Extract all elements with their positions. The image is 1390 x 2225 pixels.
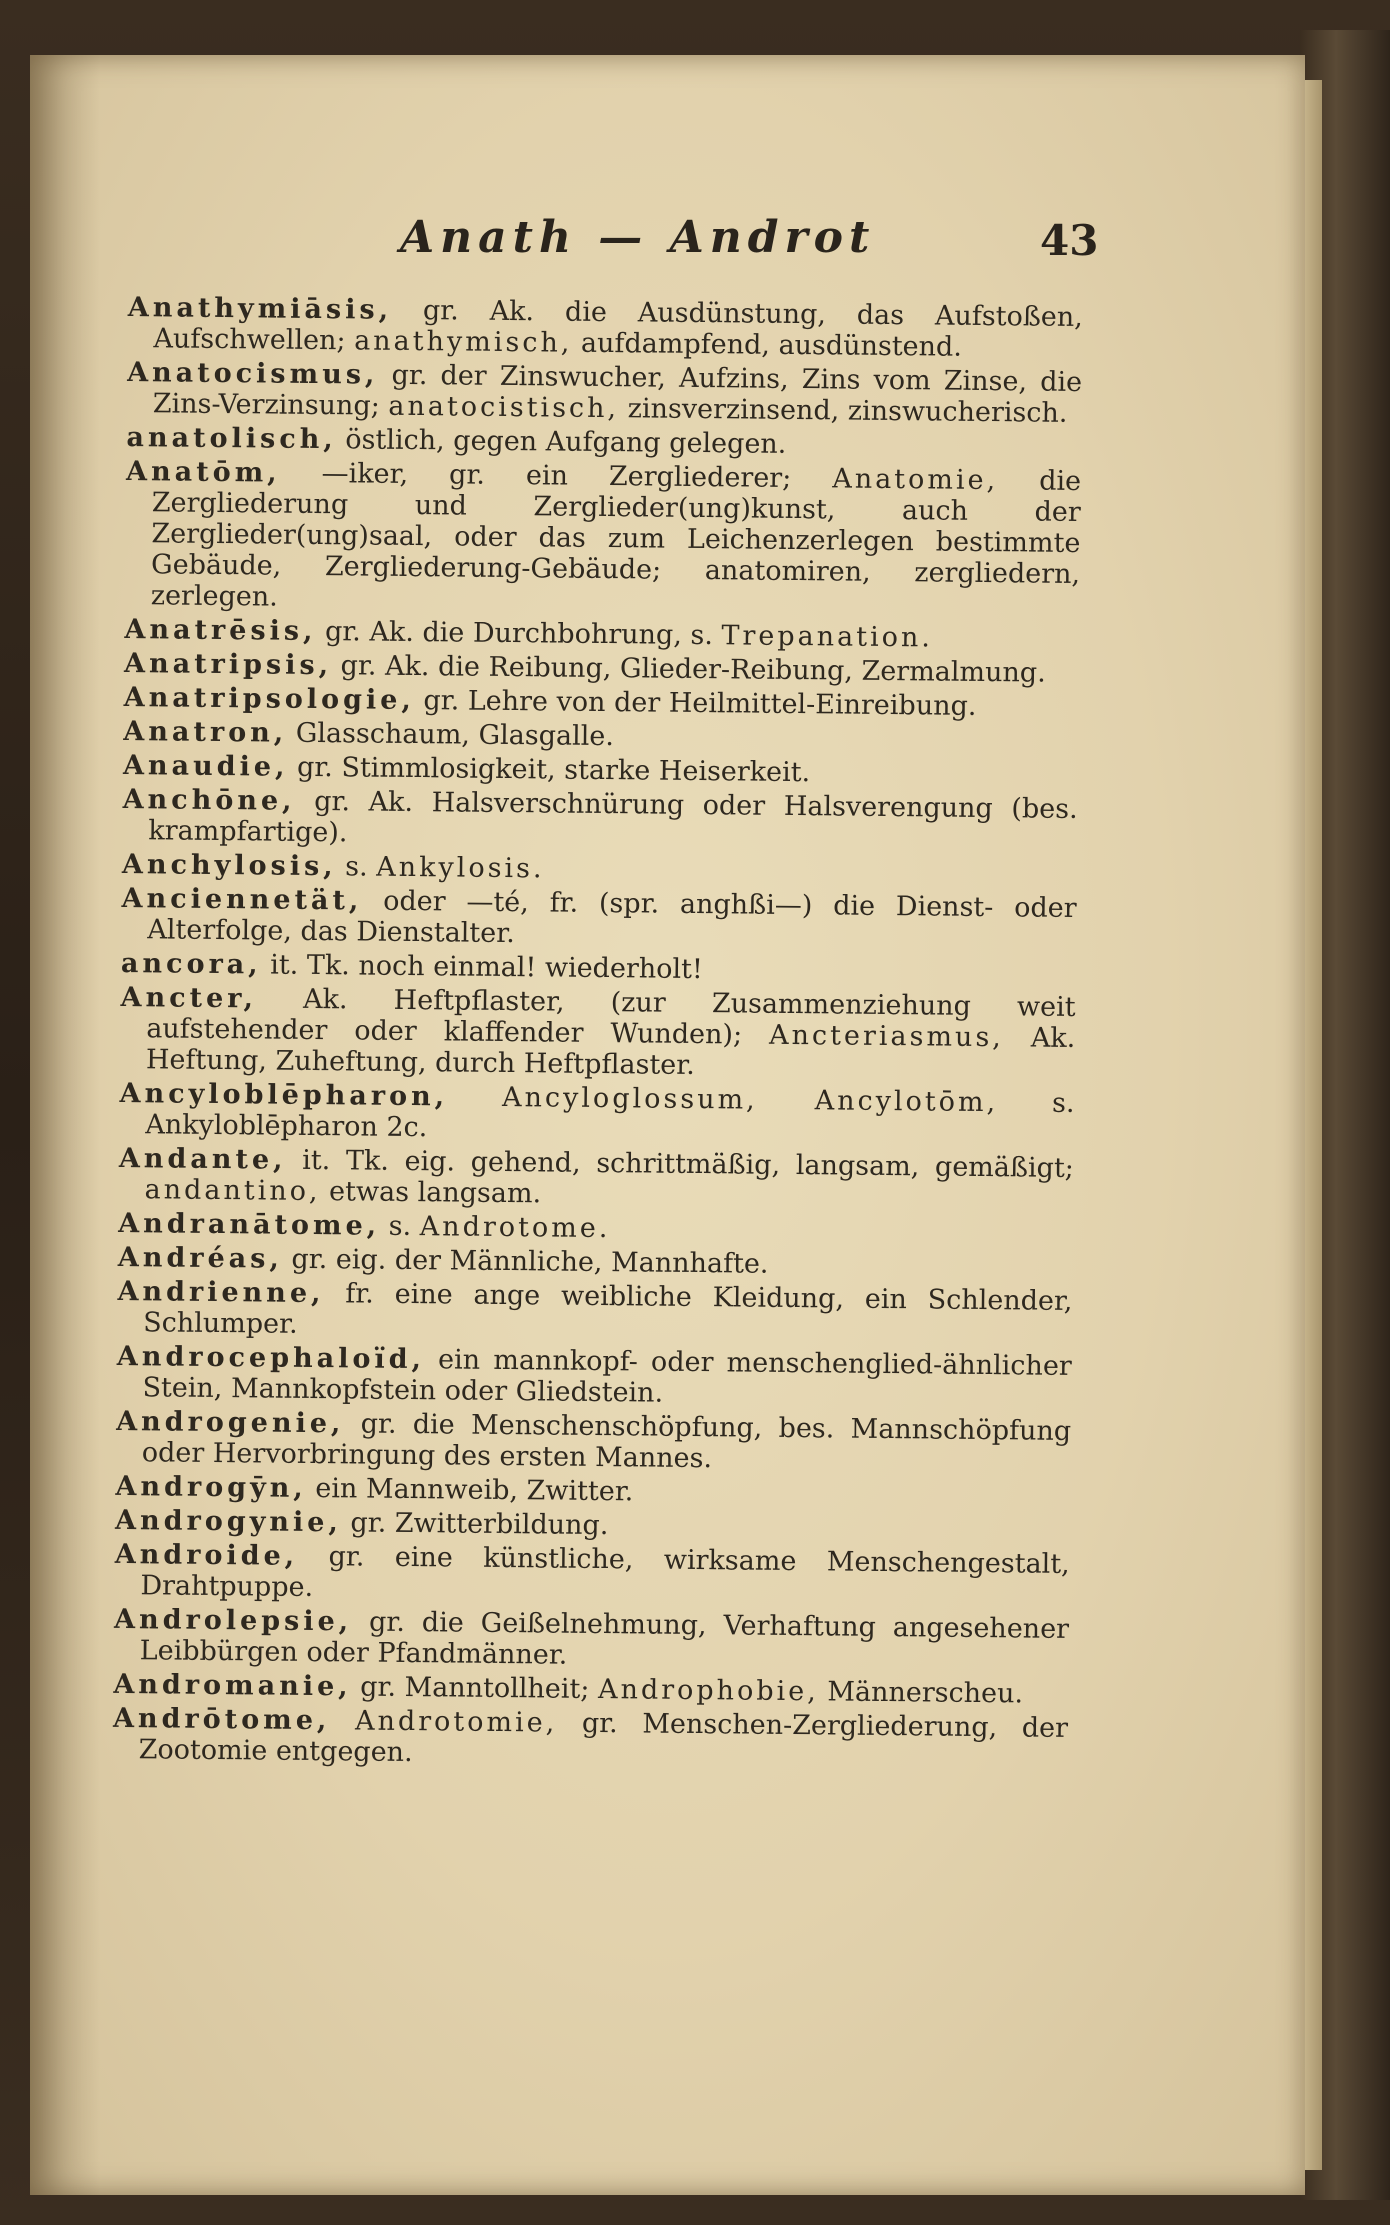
page-header bbox=[400, 212, 1100, 272]
dictionary-entry bbox=[122, 784, 1078, 856]
entry-headword: Andrōtome, bbox=[112, 1702, 331, 1737]
dictionary-entry bbox=[120, 982, 1076, 1085]
entry-text: gr. eig. der Männliche, Mannhafte. bbox=[282, 1243, 769, 1280]
entry-headword: Anciennetät, bbox=[121, 882, 363, 917]
running-head: Anath — Androt bbox=[400, 212, 876, 263]
entry-derived-term: Ancyloglossum, Ancylotōm, bbox=[501, 1081, 999, 1119]
entry-headword: Anatōm, bbox=[125, 455, 281, 489]
entry-text: it. Tk. eig. gehend, schrittmäßig, langsam, gemäßigt; bbox=[286, 1144, 1075, 1184]
entry-text: gr. Stimmlosigkeit, starke Heiserkeit. bbox=[288, 751, 811, 789]
entry-headword: Androcephaloïd, bbox=[116, 1340, 426, 1376]
entry-text-continued: Männerscheu. bbox=[818, 1676, 1024, 1710]
entry-text: gr. die Menschenschöpfung, bes. Mannschöpfung oder Hervorbringung des ersten Mannes. bbox=[141, 1408, 1072, 1475]
entry-text: Ak. Heftpflaster, (zur Zusammenziehung weit aufstehender oder klaffender Wunden); bbox=[146, 983, 1076, 1051]
entry-headword: Androide, bbox=[114, 1538, 299, 1572]
entry-headword: Anchōne, bbox=[122, 783, 296, 817]
entry-text: gr. Lehre von der Heilmittel-Einreibung. bbox=[414, 685, 977, 722]
dictionary-entry bbox=[125, 456, 1082, 621]
entry-text: gr. der Zinswucher, Aufzins, Zins vom Zinse, die Zins-Verzinsung; bbox=[152, 359, 1083, 422]
entry-headword: Anatripsologie, bbox=[123, 681, 416, 717]
dictionary-entry bbox=[127, 357, 1083, 429]
entry-headword: Androlepsie, bbox=[113, 1603, 353, 1638]
entry-text: —iker, gr. ein Zergliederer; bbox=[280, 457, 833, 495]
entry-derived-term: Trepanation. bbox=[721, 620, 934, 654]
dictionary-entry bbox=[113, 1703, 1069, 1775]
entry-text: gr. Ak. Halsverschnürung oder Halsverengung (bes. krampfartige). bbox=[148, 785, 1078, 849]
entry-derived-term: Ancteriasmus, bbox=[768, 1019, 1005, 1054]
entry-headword: Anatocismus, bbox=[126, 356, 379, 391]
dictionary-entry bbox=[121, 883, 1077, 955]
entry-text-continued: Ak. Heftung, Zuheftung, durch Heftpflaster. bbox=[145, 1022, 1076, 1081]
entry-headword: Anchylosis, bbox=[121, 848, 337, 883]
dictionary-entry bbox=[114, 1604, 1070, 1676]
entry-text: s. bbox=[336, 851, 377, 883]
entry-text: gr. die Geißelnehmung, Verhaftung angesehener Leibbürgen oder Pfandmänner. bbox=[139, 1606, 1070, 1671]
entry-headword: Anatron, bbox=[123, 715, 288, 749]
dictionary-entry bbox=[119, 1078, 1075, 1150]
entry-derived-term: anatocistisch, bbox=[388, 390, 620, 425]
entry-text: gr. Ak. die Durchbohrung, s. bbox=[316, 615, 722, 652]
dictionary-entry bbox=[116, 1341, 1072, 1413]
entry-derived-term: andantino, bbox=[144, 1174, 321, 1208]
entry-text-continued: die Zergliederung und Zerglieder(ung)kunst, auch der Zerglieder(ung)saal, oder das zum Leichenzerlegen bestimmte Gebäude, Zergliederung-Gebäude; anatomiren, zergliedern, zerlegen. bbox=[150, 465, 1082, 613]
entry-headword: Andréas, bbox=[117, 1241, 284, 1275]
entry-headword: Androgynie, bbox=[114, 1504, 343, 1539]
entry-derived-term: Androtomie, bbox=[354, 1705, 558, 1739]
entry-headword: Ancter, bbox=[120, 981, 258, 1015]
dictionary-entry bbox=[118, 1143, 1074, 1215]
page-number: 43 bbox=[1040, 216, 1099, 265]
dictionary-entry bbox=[114, 1539, 1070, 1611]
entry-derived-term: Ankylosis. bbox=[376, 851, 545, 885]
entry-headword: Anaudie, bbox=[122, 749, 289, 783]
entry-text: oder —té, fr. (spr. anghßi—) die Dienst- oder Alterfolge, das Dienstalter. bbox=[147, 885, 1077, 950]
entry-derived-term: Androphobie, bbox=[597, 1673, 819, 1708]
dictionary-entry bbox=[117, 1276, 1073, 1348]
entry-text: ein mannkopf- oder menschenglied-ähnlicher Stein, Mannkopfstein oder Gliedstein. bbox=[142, 1344, 1072, 1409]
entry-derived-term: Anatomie, bbox=[832, 463, 999, 497]
entry-derived-term: Androtome. bbox=[419, 1211, 611, 1245]
entry-headword: Androgenie, bbox=[116, 1405, 345, 1440]
gutter-shadow bbox=[30, 55, 100, 2195]
entry-headword: Andrienne, bbox=[117, 1275, 325, 1310]
dictionary-entry bbox=[127, 292, 1083, 364]
entry-text: gr. Zwitterbildung. bbox=[341, 1507, 609, 1542]
entry-headword: Ancyloblēpharon, bbox=[119, 1077, 449, 1113]
entry-headword: ancora, bbox=[120, 947, 262, 981]
entry-derived-term: anathymisch, bbox=[353, 325, 573, 359]
entry-text: gr. Ak. die Reibung, Glieder-Reibung, Zermalmung. bbox=[331, 650, 1046, 689]
entry-text: s. bbox=[380, 1210, 420, 1243]
entry-headword: Andante, bbox=[118, 1142, 287, 1176]
dictionary-entries bbox=[113, 292, 1083, 1778]
entry-text: fr. eine ange weibliche Kleidung, ein Schlender, Schlumper. bbox=[143, 1278, 1073, 1340]
entry-headword: Andromanie, bbox=[113, 1668, 352, 1703]
entry-text-continued: etwas langsam. bbox=[320, 1176, 542, 1210]
entry-text: gr. eine künstliche, wirksame Menschengestalt, Drahtpuppe. bbox=[140, 1540, 1070, 1604]
dictionary-entry bbox=[116, 1406, 1072, 1478]
entry-text-continued: zinsverzinsend, zinswucherisch. bbox=[618, 393, 1068, 429]
entry-text: ein Mannweib, Zwitter. bbox=[306, 1472, 634, 1508]
entry-headword: anatolisch, bbox=[126, 421, 337, 456]
entry-headword: Andranātome, bbox=[118, 1207, 381, 1242]
entry-text-continued: gr. Menschen-Zergliederung, der Zootomie entgegen. bbox=[138, 1707, 1069, 1769]
entry-text bbox=[330, 1705, 355, 1736]
entry-headword: Anathymiāsis, bbox=[127, 292, 393, 326]
entry-text: gr. Manntollheit; bbox=[351, 1671, 599, 1705]
entry-text: östlich, gegen Aufgang gelegen. bbox=[336, 424, 787, 460]
entry-text-continued: aufdampfend, ausdünstend. bbox=[572, 327, 963, 363]
entry-text-continued: s. Ankyloblēpharon 2c. bbox=[145, 1087, 1075, 1144]
entry-headword: Anatrēsis, bbox=[124, 613, 317, 647]
entry-text: it. Tk. noch einmal! wiederholt! bbox=[261, 949, 703, 986]
entry-headword: Anatripsis, bbox=[123, 647, 333, 682]
entry-text: gr. Ak. die Ausdünstung, das Aufstoßen, Aufschwellen; bbox=[153, 294, 1083, 357]
entry-text: Glasschaum, Glasgalle. bbox=[287, 717, 615, 753]
entry-text bbox=[448, 1081, 502, 1113]
entry-headword: Androgȳn, bbox=[115, 1470, 307, 1504]
